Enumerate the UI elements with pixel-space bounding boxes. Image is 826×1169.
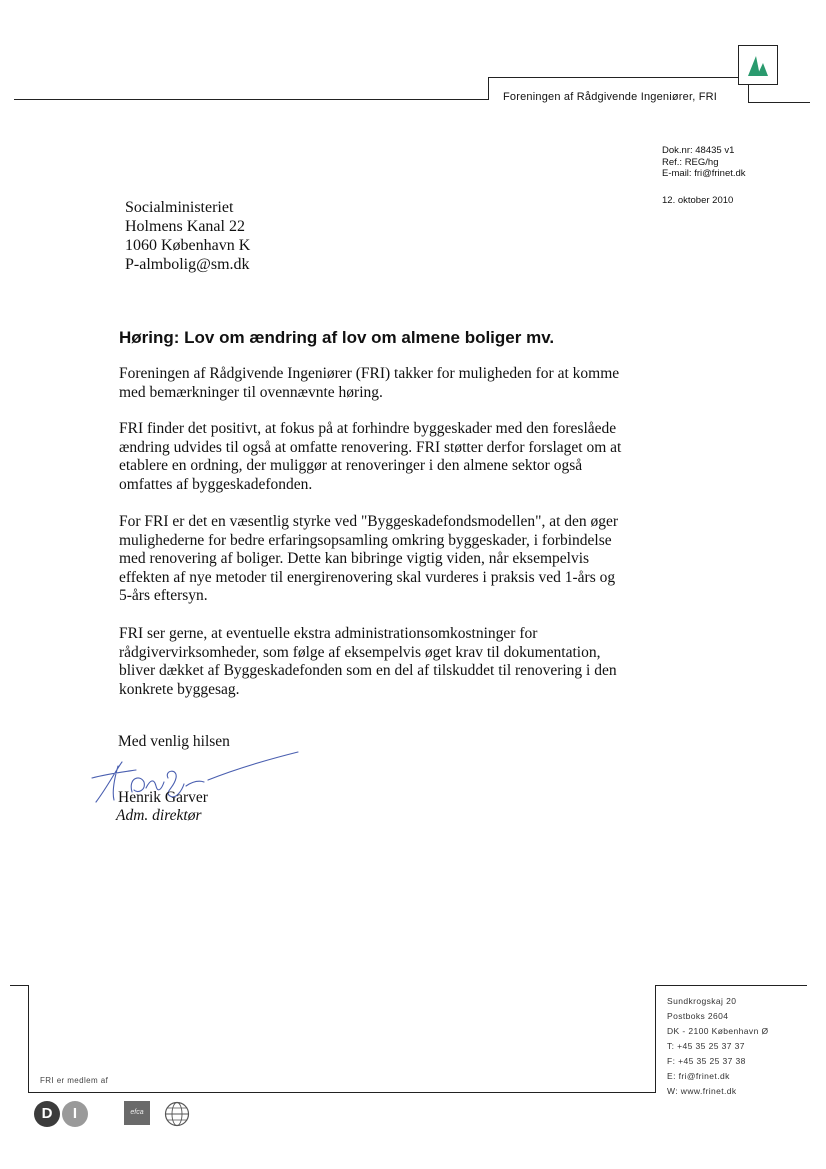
reference: Ref.: REG/hg bbox=[662, 156, 719, 168]
recipient-address bbox=[125, 198, 250, 274]
footer-contact bbox=[667, 994, 768, 1099]
footer-phone: T: +45 35 25 37 37 bbox=[667, 1041, 745, 1051]
header-rule-right-vertical bbox=[748, 85, 749, 103]
footer-address-line: Sundkrogskaj 20 bbox=[667, 996, 737, 1006]
footer-email: E: fri@frinet.dk bbox=[667, 1071, 730, 1081]
fri-logo-icon bbox=[739, 46, 777, 84]
efca-logo: efca bbox=[124, 1101, 150, 1125]
doc-number: Dok.nr: 48435 v1 bbox=[662, 145, 735, 156]
body-paragraph: FRI finder det positivt, at fokus på at forhindre byggeskader med den foreslåede ændring udvides til også at omfatte renovering. FRI støtter derfor forslaget om at etablere en ordning, der muliggør at renoveringer i den almene sektor også omfattes af byggeskadefonden. bbox=[119, 420, 622, 493]
di-logo-i: I bbox=[62, 1101, 88, 1127]
recipient-line: Socialministeriet bbox=[125, 199, 234, 216]
footer-fax: F: +45 35 25 37 38 bbox=[667, 1056, 746, 1066]
document-meta bbox=[662, 145, 746, 180]
recipient-line: P-almbolig@sm.dk bbox=[125, 256, 250, 273]
di-logo-d: D bbox=[34, 1101, 60, 1127]
closing-greeting: Med venlig hilsen bbox=[118, 733, 230, 750]
header-rule-left bbox=[14, 99, 489, 100]
footer-address-line: DK - 2100 København Ø bbox=[667, 1026, 769, 1036]
body-paragraph: Foreningen af Rådgivende Ingeniører (FRI) takker for muligheden for at komme med bemærkninger til ovennævnte høring. bbox=[119, 365, 620, 401]
fri-logo bbox=[738, 45, 778, 85]
footer-address-line: Postboks 2604 bbox=[667, 1011, 729, 1021]
organization-name: Foreningen af Rådgivende Ingeniører, FRI bbox=[503, 91, 718, 103]
signer-name: Henrik Garver bbox=[118, 789, 208, 806]
letter-date: 12. oktober 2010 bbox=[662, 195, 734, 206]
body-paragraph: FRI ser gerne, at eventuelle ekstra administrationsomkostninger for rådgivervirksomheder, som følge af eksempelvis øget krav til dokumentation, bliver dækket af Byggeskadefonden som en del af tilskuddet til renovering i den konkrete byggesag. bbox=[119, 625, 617, 698]
membership-label: FRI er medlem af bbox=[40, 1076, 109, 1085]
footer-rule-bottom bbox=[28, 1092, 656, 1093]
header-rule-right bbox=[748, 102, 810, 103]
header-rule-step bbox=[488, 77, 489, 100]
footer-rule-right-vertical bbox=[655, 985, 656, 1093]
footer-rule-left-vertical bbox=[28, 985, 29, 1092]
body-paragraph: For FRI er det en væsentlig styrke ved "Byggeskadefondsmodellen", at den øger mulighederne for bedre erfaringsopsamling omkring byggeskader, i forbindelse med renovering af boliger. Dette kan bibringe vigtig viden, når eksempelvis effekten af nye metoder til energirenovering skal vurderes i praksis ved 1-års og 5-års eftersyn. bbox=[119, 513, 619, 604]
footer-web: W: www.frinet.dk bbox=[667, 1086, 737, 1096]
recipient-line: 1060 København K bbox=[125, 237, 251, 254]
contact-email: E-mail: fri@frinet.dk bbox=[662, 168, 746, 179]
letter-heading: Høring: Lov om ændring af lov om almene boliger mv. bbox=[119, 328, 555, 347]
recipient-line: Holmens Kanal 22 bbox=[125, 218, 245, 235]
footer-rule-right-top bbox=[655, 985, 807, 986]
footer-rule-left-top bbox=[10, 985, 28, 986]
fidic-globe-icon bbox=[164, 1101, 190, 1127]
signer-title: Adm. direktør bbox=[116, 807, 202, 824]
header-rule-top bbox=[488, 77, 739, 78]
